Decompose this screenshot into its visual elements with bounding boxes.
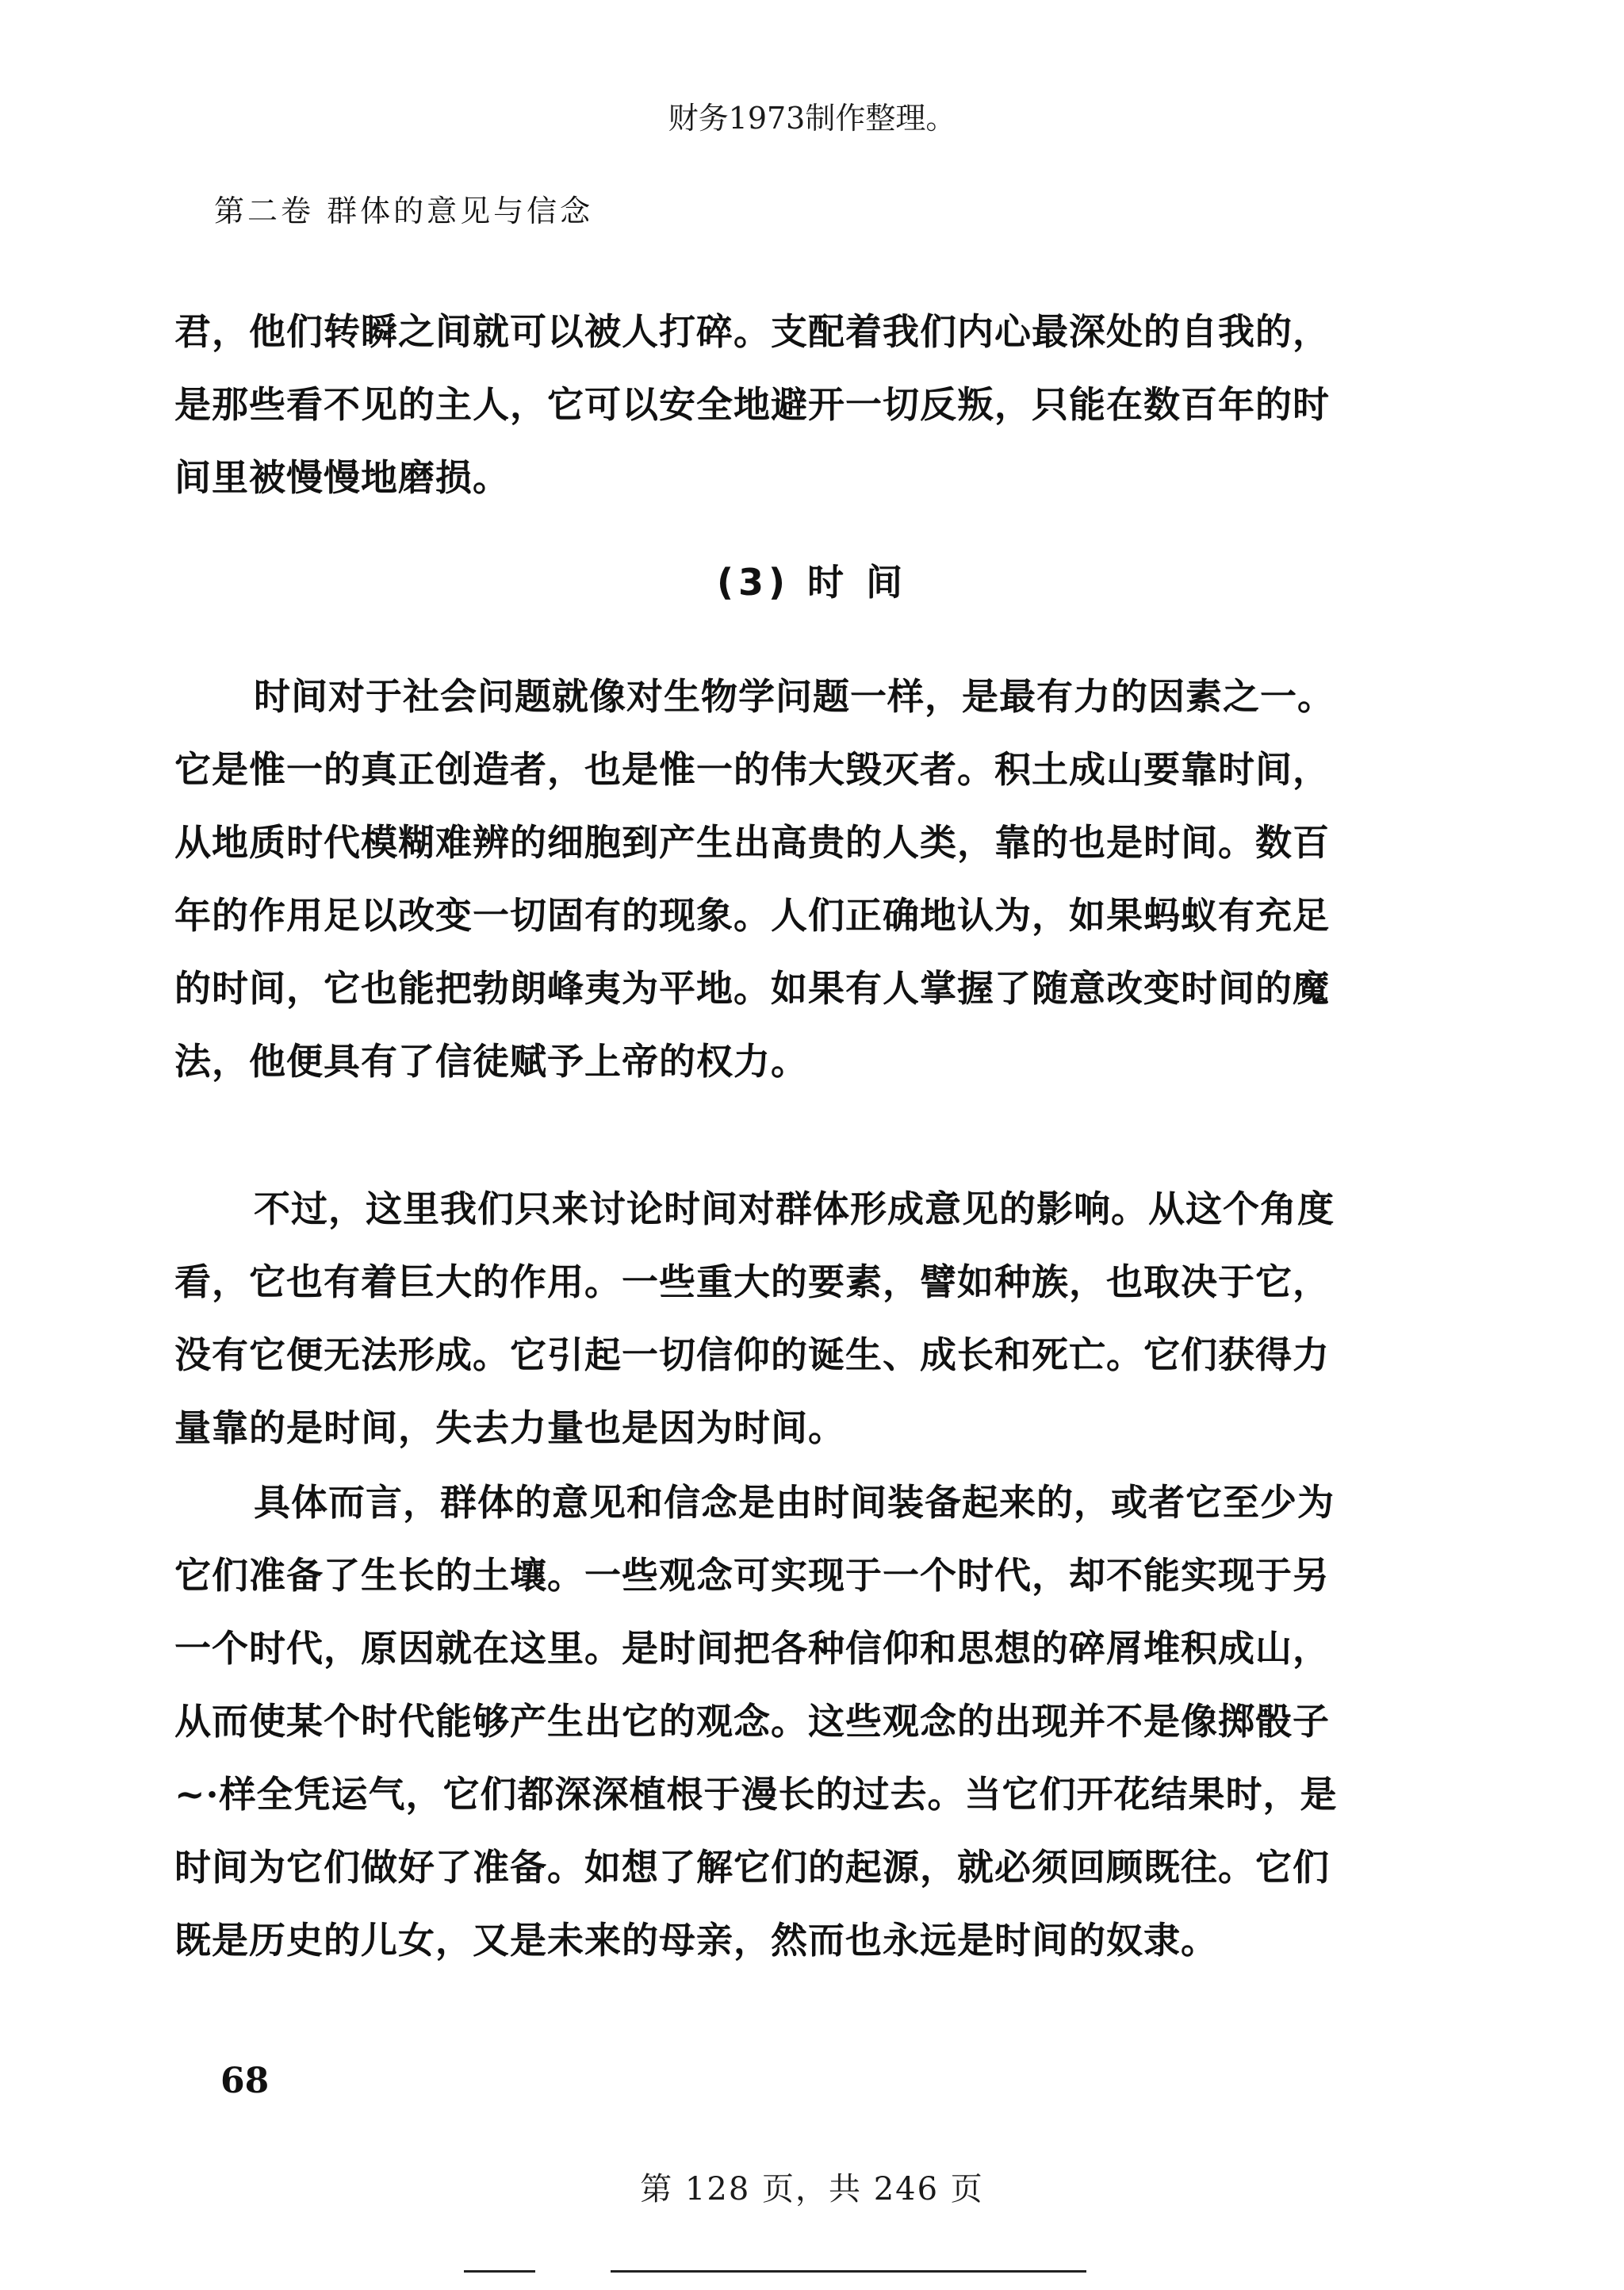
scan-artifact-line <box>464 2270 535 2273</box>
paragraph: 时间对于社会问题就像对生物学问题一样，是最有力的因素之一。它是惟一的真正创造者，也是惟一的伟大毁灭者。积土成山要靠时间，从地质时代模糊难辨的细胞到产生出高贵的人类，靠的也是时间。数百年的作用足以改变一切固有的现象。人们正确地认为，如果蚂蚁有充足的时间，它也能把勃朗峰夷为平地。如果有人掌握了随意改变时间的魔法，他便具有了信徒赋予上帝的权力。 <box>174 675 1335 1083</box>
footer-page-indicator: 第 128 页，共 246 页 <box>640 2171 984 2208</box>
paragraph: 具体而言，群体的意见和信念是由时间装备起来的，或者它至少为它们准备了生长的土壤。一些观念可实现于一个时代，却不能实现于另一个时代，原因就在这里。是时间把各种信仰和思想的碎屑堆积成山，从而使某个时代能够产生出它的观念。这些观念的出现并不是像掷骰子~·样全凭运气，它们都深深植根于漫长的过去。当它们开花结果时，是时间为它们做好了准备。如想了解它们的起源，就必须回顾既往。它们既是历史的儿女，又是未来的母亲，然而也永远是时间的奴隶。 <box>174 1481 1338 1962</box>
paragraph: 不过，这里我们只来讨论时间对群体形成意见的影响。从这个角度看，它也有着巨大的作用。一些重大的要素，譬如种族，也取决于它，没有它便无法形成。它引起一切信仰的诞生、成长和死亡。它们获得力量靠的是时间，失去力量也是因为时间。 <box>174 1187 1335 1449</box>
section-title: (3) 时 间 <box>716 561 908 604</box>
paragraph-continuation: 君，他们转瞬之间就可以被人打碎。支配着我们内心最深处的自我的，是那些看不见的主人，它可以安全地避开一切反叛，只能在数百年的时间里被慢慢地磨损。 <box>174 310 1330 499</box>
top-note: 财务1973制作整理。 <box>668 101 956 136</box>
page-number: 68 <box>220 2061 270 2101</box>
running-head: 第二卷 群体的意见与信念 <box>214 194 594 228</box>
scan-artifact-line <box>611 2270 1086 2273</box>
